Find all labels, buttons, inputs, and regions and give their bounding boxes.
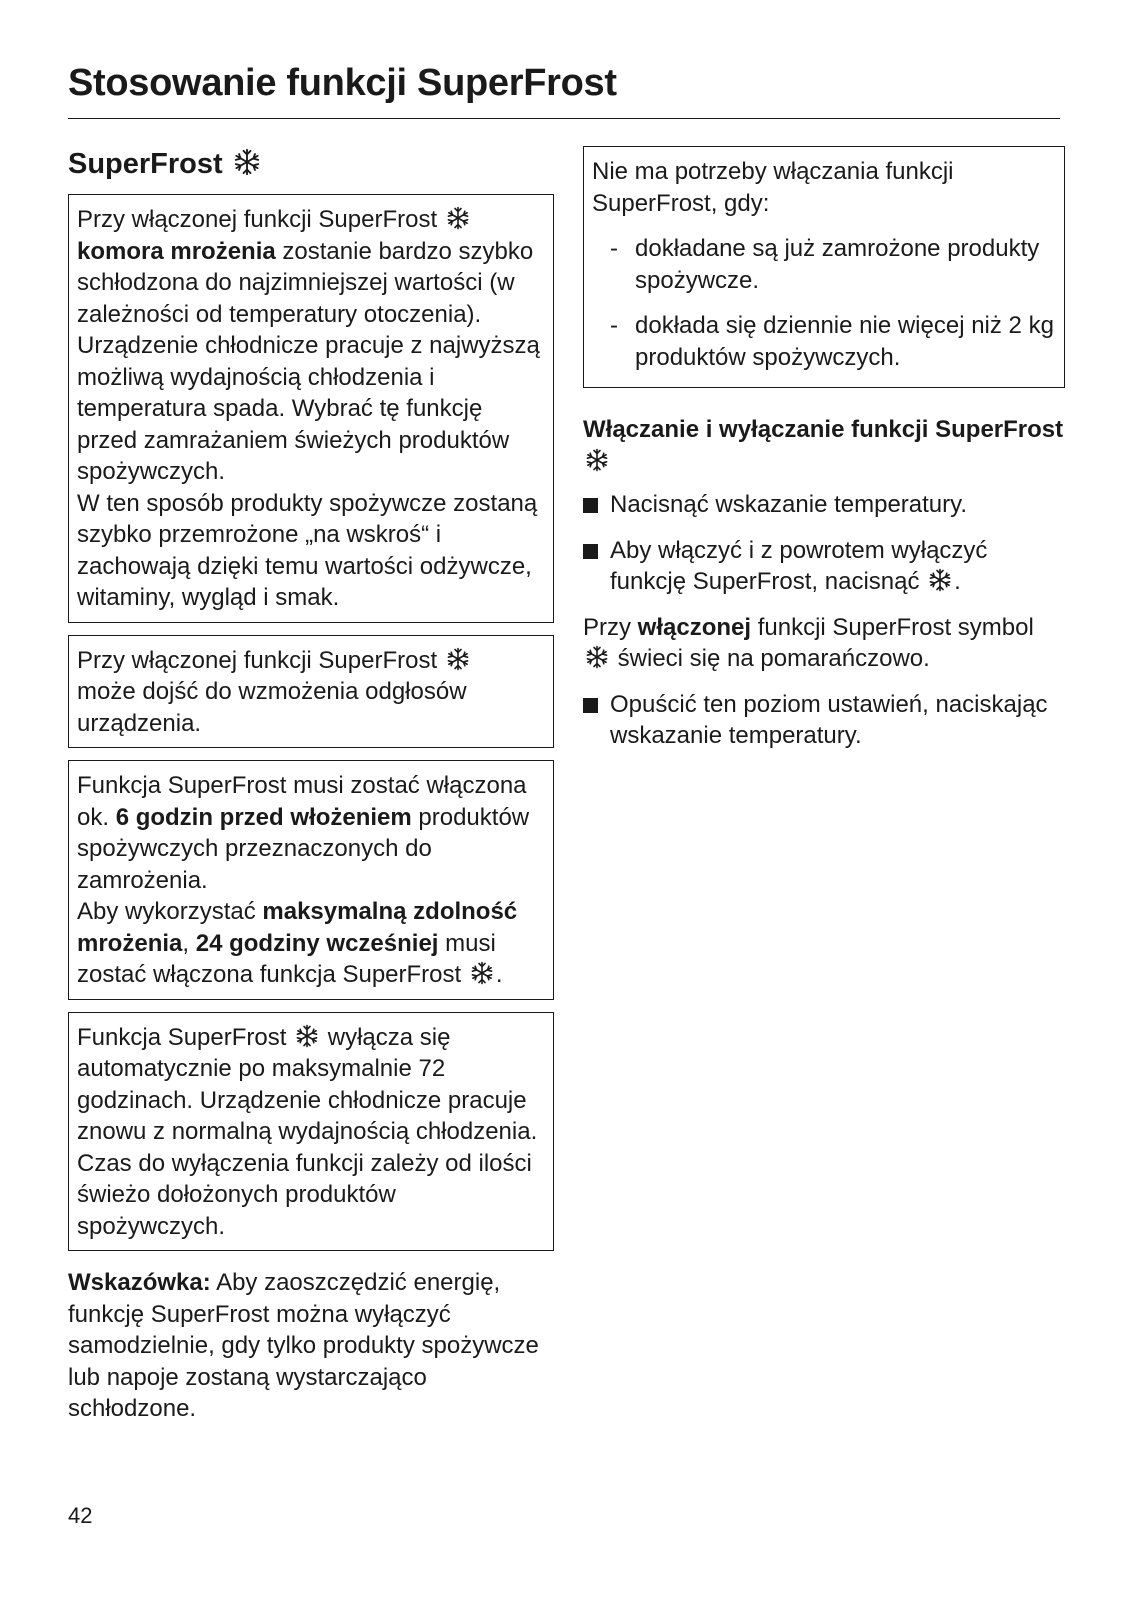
info-box-intro: Nie ma potrzeby włączania funkcji SuperFrost, gdy:: [592, 158, 954, 217]
condition-list: [592, 233, 1056, 373]
status-paragraph: [583, 612, 1065, 675]
info-box-text: [77, 770, 545, 991]
snowflake-icon: [446, 647, 470, 671]
text-span: może dojść do wzmożenia odgłosów urządzenia.: [77, 678, 467, 737]
info-box-text: [77, 1022, 545, 1243]
snowflake-icon: [928, 568, 952, 592]
info-box-text: [77, 645, 545, 740]
text-span: Przy: [583, 613, 638, 641]
text-span: Funkcja SuperFrost: [77, 1023, 287, 1051]
info-box-not-needed: [583, 146, 1065, 388]
square-bullet-icon: [583, 698, 598, 713]
text-span: Funkcja SuperFrost musi zostać włączona ok.: [77, 772, 527, 831]
step-text: .: [954, 568, 961, 595]
section-heading: [68, 146, 554, 182]
snowflake-icon: [295, 1024, 319, 1048]
square-bullet-icon: [583, 544, 598, 559]
text-span: musi zostać włączona funkcja SuperFrost: [77, 929, 496, 989]
list-item-text: dokłada się dziennie nie więcej niż 2 kg produktów spożywczych.: [635, 312, 1054, 371]
bold-text: 24 godziny wcześniej: [195, 929, 439, 957]
bold-text: maksymalną zdolność mrożenia: [77, 898, 518, 957]
bold-text: włączonej: [637, 613, 752, 641]
info-box-timing: [68, 760, 554, 1000]
text-span: Przy włączonej funkcji SuperFrost: [77, 206, 438, 234]
text-span: wyłącza się automatycznie po maksymalnie 72 godzinach. Urządzenie chłodnicze pracuje znowu z normalną wydajnością chłodzenia. Czas do wyłączenia funkcji zależy od ilości świeżo dołożonych produktów spożywczych.: [77, 1023, 538, 1240]
bold-text: komora mrożenia: [77, 237, 276, 265]
info-box-auto-off: [68, 1012, 554, 1252]
snowflake-icon: [446, 206, 470, 230]
right-column: [583, 146, 1065, 766]
step-text: Nacisnąć wskazanie temperatury.: [610, 491, 968, 518]
text-span: funkcji SuperFrost symbol: [751, 613, 1034, 641]
info-box-noise: [68, 635, 554, 749]
step-item: [583, 689, 1065, 752]
snowflake-icon: [470, 961, 494, 985]
text-span: produktów spożywczych przeznaczonych do zamrożenia.: [77, 803, 530, 894]
text-span: ,: [182, 929, 196, 957]
page-title: Stosowanie funkcji SuperFrost: [68, 62, 617, 104]
dash-marker: -: [610, 235, 618, 262]
list-item: [592, 310, 1056, 373]
text-span: świeci się na pomarańczowo.: [611, 645, 930, 672]
left-column: [68, 146, 554, 1439]
text-span: zostanie bardzo szybko schłodzona do najzimniejszej wartości (w zależności od temperatury otoczenia). Urządzenie chłodnicze pracuje z najwyższą możliwą wydajnością chłodzenia i temperatura spada. Wybrać tę funkcję przed zamrażaniem świeżych produktów spożywczych.: [77, 237, 540, 486]
step-text: Opuścić ten poziom ustawień, naciskając wskazanie temperatury.: [610, 690, 1048, 749]
title-rule: [68, 118, 1060, 119]
text-span: Przy włączonej funkcji SuperFrost: [77, 646, 438, 674]
section-heading-text: SuperFrost: [68, 148, 223, 180]
tip-label: Wskazówka:: [68, 1269, 211, 1297]
list-item-text: dokładane są już zamrożone produkty spożywcze.: [635, 235, 1040, 294]
text-span: .: [495, 961, 503, 989]
text-span: W ten sposób produkty spożywcze zostaną szybko przemrożone „na wskroś“ i zachowają dzięki temu wartości odżywcze, witaminy, wygląd i smak.: [77, 489, 538, 612]
tip-text: Aby zaoszczędzić energię, funkcję SuperFrost można wyłączyć samodzielnie, gdy tylko produkty spożywcze lub napoje zostaną wystarczająco schłodzone.: [68, 1269, 539, 1423]
step-text: Aby włączyć i z powrotem wyłączyć funkcję SuperFrost, nacisnąć: [610, 536, 988, 595]
step-item: [583, 535, 1065, 598]
list-item: [592, 233, 1056, 296]
bold-text: 6 godzin przed włożeniem: [115, 803, 412, 831]
snowflake-icon: [585, 448, 609, 472]
page-number: 42: [68, 1503, 93, 1528]
square-bullet-icon: [583, 498, 598, 513]
sub-heading: [583, 414, 1065, 477]
text-span: Aby wykorzystać: [77, 898, 263, 926]
sub-heading-text: Włączanie i wyłączanie funkcji SuperFrost: [583, 416, 1064, 443]
step-item: [583, 489, 1065, 521]
snowflake-icon: [585, 645, 609, 669]
info-box-text: [77, 204, 545, 614]
tip-paragraph: [68, 1267, 554, 1425]
info-box-superfrost-effect: [68, 194, 554, 623]
snowflake-icon: [233, 148, 261, 176]
dash-marker: -: [610, 312, 618, 339]
